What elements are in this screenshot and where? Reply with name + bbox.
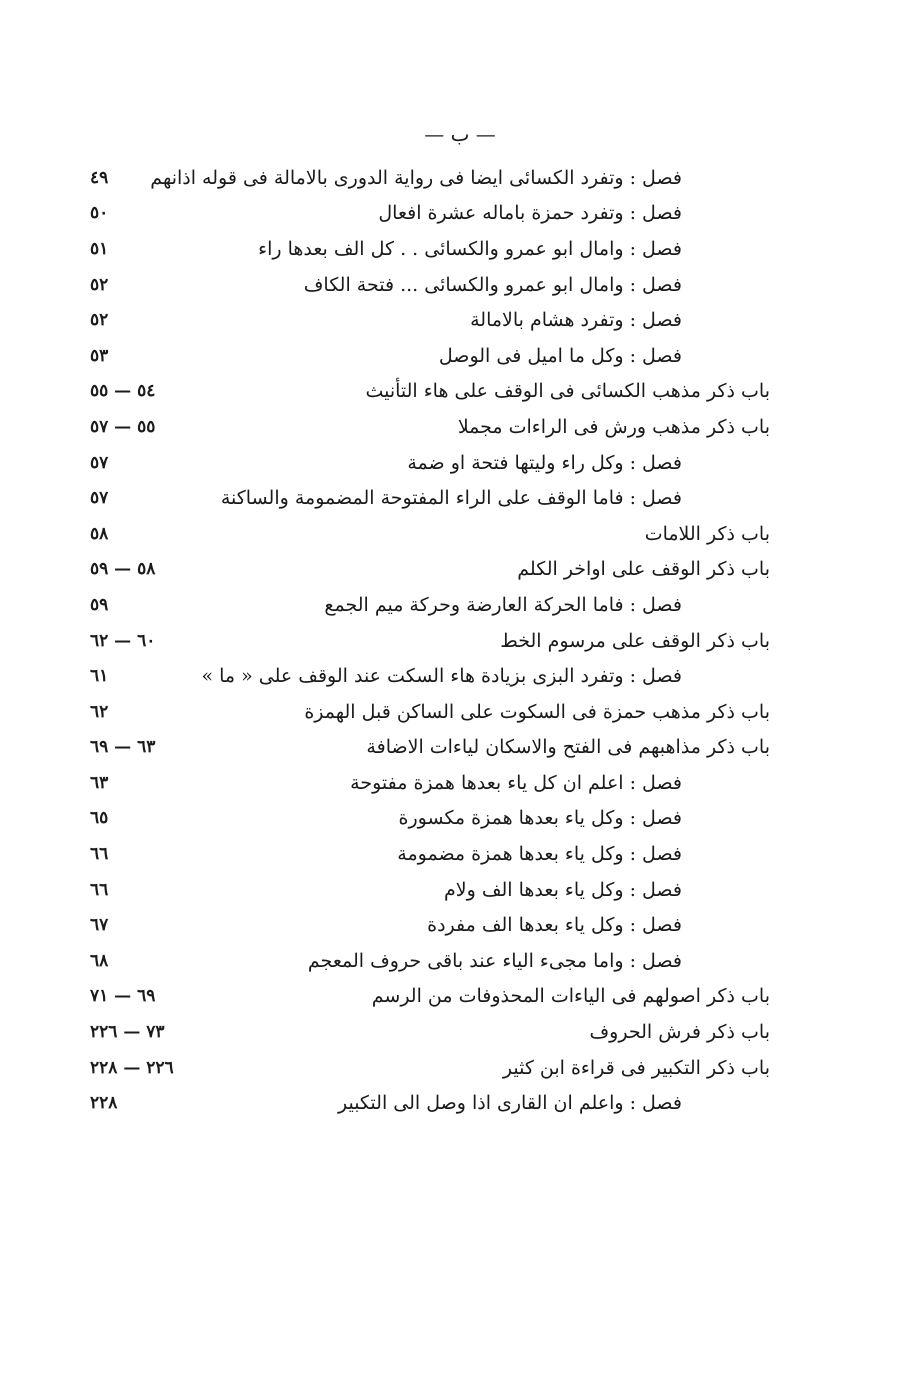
toc-entry-title: فصل : وتفرد حمزة باماله عشرة افعال bbox=[378, 202, 682, 225]
toc-entry bbox=[90, 658, 770, 694]
toc-entry-pages: ٦٦ bbox=[90, 844, 109, 865]
toc-entry-title: فصل : فاما الوقف على الراء المفتوحة المضمومة والساكنة bbox=[220, 487, 682, 510]
toc-entry bbox=[90, 445, 770, 481]
toc-entry-pages: ٥٧ bbox=[90, 452, 109, 473]
toc-entry-title: فصل : وكل ياء بعدها الف ولام bbox=[444, 878, 682, 901]
toc-entry bbox=[90, 1014, 770, 1050]
toc-entry-title: فصل : وامال ابو عمرو والكسائى ... فتحة الكاف bbox=[303, 273, 682, 296]
toc-entry-pages: ٥٧ bbox=[90, 488, 109, 509]
toc-entry-title: فصل : فاما الحركة العارضة وحركة ميم الجمع bbox=[324, 593, 682, 616]
toc-entry-pages: ٦١ bbox=[90, 666, 109, 687]
toc-entry bbox=[90, 267, 770, 303]
toc-entry-title: باب ذكر اللامات bbox=[644, 522, 770, 545]
toc-entry bbox=[90, 231, 770, 267]
toc-entry-pages: ٦٩ — ٧١ bbox=[90, 986, 156, 1007]
toc-entry bbox=[90, 516, 770, 552]
toc-entry-pages: ٥٢ bbox=[90, 274, 109, 295]
toc-entry-pages: ٦٨ bbox=[90, 950, 109, 971]
toc-entry-title: فصل : وكل ياء بعدها همزة مكسورة bbox=[398, 807, 682, 830]
toc-entry-pages: ٥٣ bbox=[90, 345, 109, 366]
toc-entry bbox=[90, 943, 770, 979]
toc-entry bbox=[90, 587, 770, 623]
toc-entry-pages: ٦٧ bbox=[90, 915, 109, 936]
toc-entry bbox=[90, 302, 770, 338]
toc-entry-title: باب ذكر مذهب حمزة فى السكوت على الساكن قبل الهمزة bbox=[304, 700, 770, 723]
toc-entry-pages: ٢٢٨ bbox=[90, 1093, 118, 1114]
toc-entry-title: فصل : وكل راء وليتها فتحة او ضمة bbox=[407, 451, 682, 474]
toc-entry-title: فصل : وتفرد البزى بزيادة هاء السكت عند الوقف على « ما » bbox=[201, 665, 682, 688]
toc-entry-title: باب ذكر فرش الحروف bbox=[589, 1021, 770, 1044]
toc-entry-title: فصل : وتفرد هشام بالامالة bbox=[470, 309, 682, 332]
toc-entry bbox=[90, 1050, 770, 1086]
toc-entry bbox=[90, 1085, 770, 1121]
toc-entry-pages: ٥٠ bbox=[90, 203, 109, 224]
toc-entry bbox=[90, 730, 770, 766]
toc-entry-pages: ٥٥ — ٥٧ bbox=[90, 416, 156, 437]
toc-entry-title: فصل : وتفرد الكسائى ايضا فى رواية الدورى بالامالة فى قوله اذانهم bbox=[150, 166, 682, 189]
toc-entry bbox=[90, 338, 770, 374]
toc-entry bbox=[90, 409, 770, 445]
toc-entry-pages: ٥٨ bbox=[90, 523, 109, 544]
toc-entry bbox=[90, 694, 770, 730]
toc-entry-title: باب ذكر الوقف على مرسوم الخط bbox=[500, 629, 770, 652]
toc-entry bbox=[90, 836, 770, 872]
toc-entry-title: فصل : واما مجىء الياء عند باقى حروف المعجم bbox=[307, 949, 682, 972]
toc-entry-title: باب ذكر التكبير فى قراءة ابن كثير bbox=[502, 1056, 770, 1079]
toc-entry-title: فصل : وامال ابو عمرو والكسائى . . كل الف بعدها راء bbox=[258, 237, 682, 260]
toc-entry-title: باب ذكر مذهب ورش فى الراءات مجملا bbox=[457, 415, 770, 438]
toc-entry bbox=[90, 160, 770, 196]
toc-entry bbox=[90, 374, 770, 410]
toc-entry bbox=[90, 765, 770, 801]
toc-entry-pages: ٦٢ bbox=[90, 701, 109, 722]
toc-entry-title: باب ذكر مذاهبهم فى الفتح والاسكان لياءات الاضافة bbox=[366, 736, 770, 759]
toc-entry-pages: ٥٢ bbox=[90, 310, 109, 331]
toc-entry bbox=[90, 552, 770, 588]
toc-entry bbox=[90, 196, 770, 232]
toc-entry-pages: ٤٩ bbox=[90, 167, 109, 188]
toc-entry-pages: ٥٨ — ٥٩ bbox=[90, 559, 156, 580]
toc-entry-pages: ٦٠ — ٦٢ bbox=[90, 630, 156, 651]
toc-entry-title: فصل : اعلم ان كل ياء بعدها همزة مفتوحة bbox=[350, 771, 682, 794]
toc-entry bbox=[90, 872, 770, 908]
toc-entry bbox=[90, 480, 770, 516]
toc-entry-title: باب ذكر مذهب الكسائى فى الوقف على هاء التأنيث bbox=[365, 380, 770, 403]
toc-entry-title: فصل : وكل ياء بعدها الف مفردة bbox=[427, 914, 682, 937]
toc-entry-pages: ٧٣ — ٢٢٦ bbox=[90, 1022, 165, 1043]
toc-entry-pages: ٦٥ bbox=[90, 808, 109, 829]
toc-entry-title: فصل : واعلم ان القارى اذا وصل الى التكبير bbox=[337, 1092, 682, 1115]
toc-entry bbox=[90, 907, 770, 943]
toc-entry-title: فصل : وكل ياء بعدها همزة مضمومة bbox=[397, 843, 682, 866]
toc-entry-pages: ٢٢٦ — ٢٢٨ bbox=[90, 1057, 174, 1078]
table-of-contents bbox=[90, 160, 770, 1121]
toc-entry-pages: ٥٤ — ٥٥ bbox=[90, 381, 156, 402]
toc-entry-pages: ٥٩ bbox=[90, 594, 109, 615]
toc-entry-title: فصل : وكل ما اميل فى الوصل bbox=[438, 344, 682, 367]
toc-entry-pages: ٦٦ bbox=[90, 879, 109, 900]
toc-entry-title: باب ذكر اصولهم فى الياءات المحذوفات من الرسم bbox=[371, 985, 770, 1008]
toc-entry-title: باب ذكر الوقف على اواخر الكلم bbox=[517, 558, 770, 581]
toc-entry bbox=[90, 623, 770, 659]
page-number-header: — ب — bbox=[424, 122, 496, 146]
toc-entry-pages: ٦٣ bbox=[90, 772, 109, 793]
toc-entry-pages: ٦٣ — ٦٩ bbox=[90, 737, 156, 758]
toc-entry-pages: ٥١ bbox=[90, 238, 109, 259]
toc-entry bbox=[90, 979, 770, 1015]
toc-entry bbox=[90, 801, 770, 837]
